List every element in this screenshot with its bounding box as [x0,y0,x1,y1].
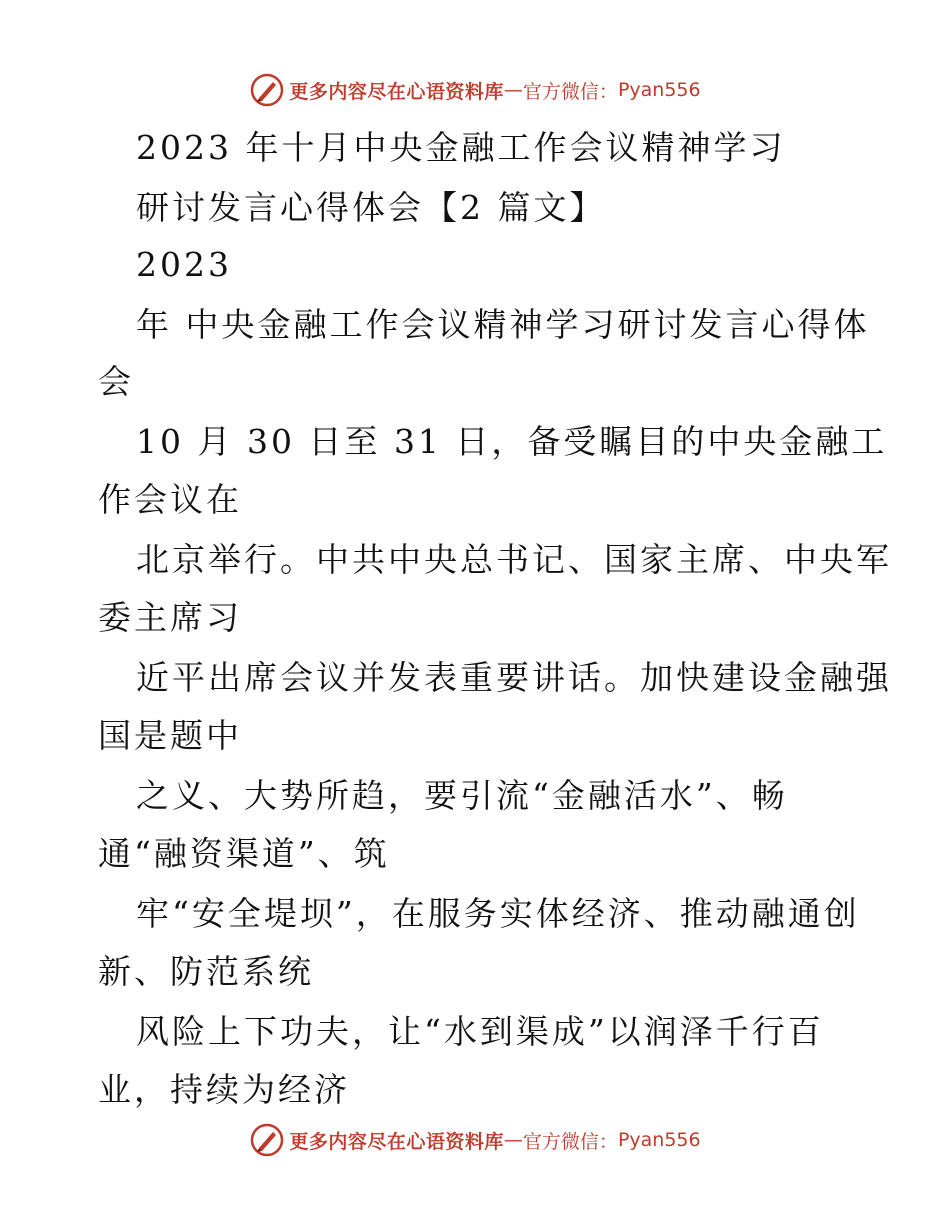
doc-title-line-1: 2023 年十月中央金融工作会议精神学习 [136,128,786,167]
doc-line: 业，持续为经济 [98,1070,350,1109]
doc-line: 作会议在 [98,480,242,519]
doc-line: 2023 [136,245,232,284]
doc-line: 风险上下功夫，让“水到渠成”以润泽千行百 [136,1012,824,1051]
doc-line: 年 中央金融工作会议精神学习研讨发言心得体 [136,305,870,344]
banner-dash: — [503,1129,523,1151]
doc-line: 之义、大势所趋，要引流“金融活水”、畅 [136,776,788,815]
doc-title-line-2: 研讨发言心得体会【2 篇文】 [136,188,606,227]
banner-dash: — [503,79,523,101]
banner-wechat-label: 官方微信： [522,1130,618,1153]
pen-logo-icon [249,1122,285,1158]
doc-line: 国是题中 [98,716,242,755]
doc-line: 通“融资渠道”、筑 [98,834,390,873]
footer-banner [0,1120,950,1160]
banner-slogan: 更多内容尽在心语资料库 [289,80,504,103]
doc-line: 委主席习 [98,598,242,637]
banner-slogan: 更多内容尽在心语资料库 [289,1130,504,1153]
banner-wechat-id: Pyan556 [617,1129,701,1151]
doc-line: 牢“安全堤坝”，在服务实体经济、推动融通创 [136,894,860,933]
doc-line: 10 月 30 日至 31 日，备受瞩目的中央金融工 [136,422,888,461]
doc-line: 近平出席会议并发表重要讲话。加快建设金融强 [136,658,892,697]
doc-line: 新、防范系统 [98,952,314,991]
banner-wechat-label: 官方微信： [522,80,618,103]
banner-wechat-id: Pyan556 [617,79,701,101]
doc-line: 北京举行。中共中央总书记、国家主席、中央军 [136,540,892,579]
doc-line: 会 [98,362,134,401]
